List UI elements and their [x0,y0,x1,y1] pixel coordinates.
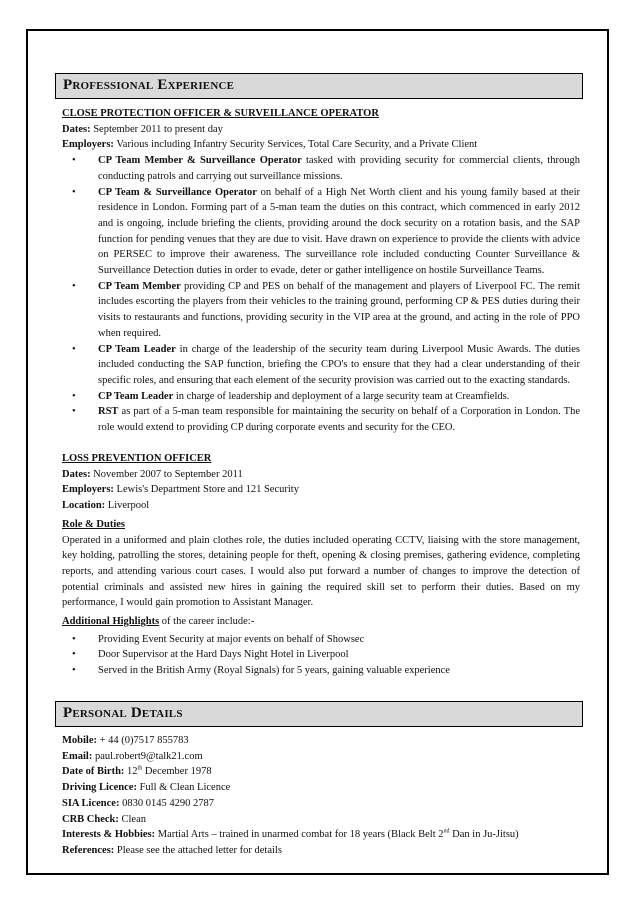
list-item: • Served in the British Army (Royal Signals) for 5 years, gaining valuable experience [62,663,580,679]
dob-row: Date of Birth: 12th December 1978 [62,765,212,778]
section-header-personal [55,701,583,727]
driving-licence-row: Driving Licence: Full & Clean Licence [62,782,231,794]
list-item: • CP Team Leader in charge of the leadership of the security team during Liverpool Music Awards. The duties included conducting the SAP function, briefing the CPO's to ensure that they had a clear understanding of their specific roles, and ensuring that each element of the security provision was carried out to the exacting standards. [62,342,580,389]
mobile-row: Mobile: + 44 (0)7517 855783 [62,735,189,746]
job-dates: Dates: September 2011 to present day [62,123,223,135]
list-item: • Door Supervisor at the Hard Days Night Hotel in Liverpool [62,647,580,663]
highlights-intro: Additional Highlights of the career include:- [62,616,255,628]
job-title: LOSS PREVENTION OFFICER [62,453,212,464]
role-duties-heading: Role & Duties [62,518,125,530]
list-item: • RST as part of a 5-man team responsible for maintaining the security on behalf of a Corporation in London. The role would extend to providing CP during corporate events and security for the CEO. [62,404,580,435]
personal-details [62,733,580,859]
list-item: • CP Team Member & Surveillance Operator tasked with providing security for commercial clients, through conducting patrols and carrying out surveillance missions. [62,153,580,184]
sia-licence-row: SIA Licence: 0830 0145 4290 2787 [62,797,214,809]
email-row: Email: paul.robert9@talk21.com [62,750,203,762]
list-item: • CP Team Leader in charge of leadership and deployment of a large security team at Creamfields. [62,389,580,405]
duties-list [62,153,580,436]
list-item: • CP Team Member providing CP and PES on behalf of the management and players of Liverpool FC. The remit includes escorting the players from their vehicles to the training ground, performing CP & PES duties during their visits to restaurants and functions, providing security in the VIP area at the ground, and acting in the role of PPO when required. [62,279,580,342]
list-item: • Providing Event Security at major events on behalf of Showsec [62,632,580,648]
references-row: References: Please see the attached letter for details [62,844,282,856]
job-loss-prevention [62,451,580,679]
list-item: • CP Team & Surveillance Operator on behalf of a High Net Worth client and his young family based at their residence in London. Forming part of a 5-man team the duties on this contract, which commenced in early 2012 and is ongoing, include briefing the clients, providing around the dock security on a rotation basis, and the SAP function for pending venues that they are due to visit. Have drawn on experience to provide the clients with advice on PERSEC to improve their awareness. The surveillance role included conducting Counter Surveillance & Surveillance Detection duties in order to evade, deter or gather intelligence on hostile Surveillance Teams. [62,185,580,279]
interests-row: Interests & Hobbies: Martial Arts – trained in unarmed combat for 18 years (Black Belt 2nd Dan in Ju-Jitsu) [62,828,519,841]
job-employers: Employers: Lewis's Department Store and 121 Security [62,484,299,496]
role-duties-text: Operated in a uniformed and plain clothes role, the duties included operating CCTV, liaising with the store management, key holding, patrolling the stores, detaining people for theft, opening & closing premises, gathering evidence, completing reports, and attending various court cases. I would also put forward a number of changes to improve the detection of potential criminals and assisted new hires in gaining the required skill set to perform their duties. Based on my performance, I would gain promotion to Assistant Manager. [62,534,580,609]
job-employers: Employers: Various including Infantry Security Services, Total Care Security, and a Private Client [62,139,478,151]
section-header-experience [55,73,583,99]
job-location: Location: Liverpool [62,500,150,512]
section-title-experience: Professional Experience [63,77,235,93]
job-dates: Dates: November 2007 to September 2011 [62,468,243,480]
highlights-list [62,632,580,679]
section-title-personal: Personal Details [63,705,183,721]
job-close-protection [62,106,580,436]
crb-check-row: CRB Check: Clean [62,813,146,825]
job-title: CLOSE PROTECTION OFFICER & SURVEILLANCE OPERATOR [62,108,379,119]
